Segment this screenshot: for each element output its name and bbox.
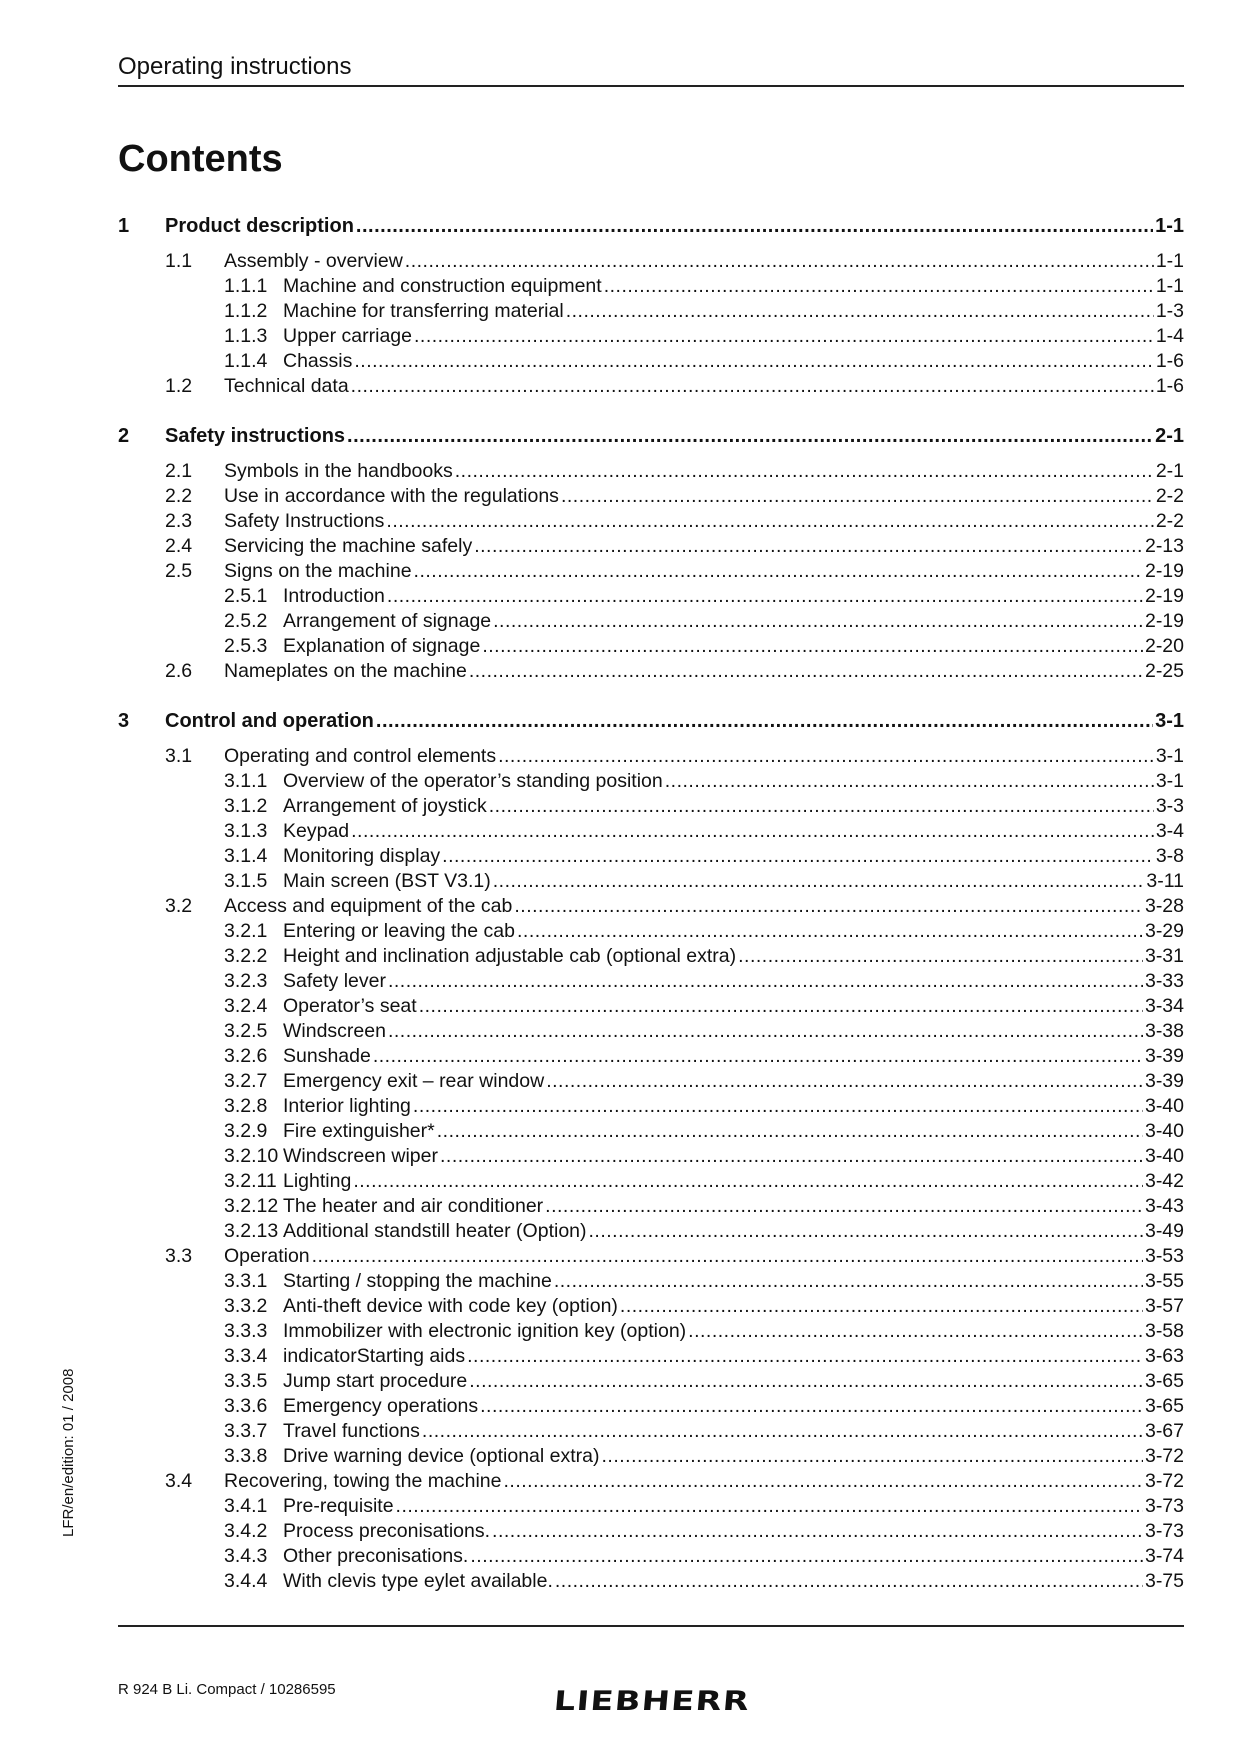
toc-subsection-row[interactable] — [118, 299, 1184, 324]
page-number: 3-55 — [1144, 1270, 1184, 1292]
dot-leader — [373, 1044, 1143, 1069]
toc-section-row[interactable] — [118, 744, 1184, 769]
page-number: 3-34 — [1144, 995, 1184, 1017]
page-number: 3-58 — [1144, 1320, 1184, 1342]
page-number: 3-3 — [1155, 795, 1184, 817]
page-number: 1-6 — [1155, 350, 1184, 372]
page-number: 3-29 — [1144, 920, 1184, 942]
dot-leader — [601, 1444, 1142, 1469]
dot-leader — [353, 1169, 1143, 1194]
toc-subsection-row[interactable] — [118, 274, 1184, 299]
page-title: Contents — [118, 138, 283, 180]
toc-subsection-row[interactable] — [118, 1419, 1184, 1444]
toc-subsection-row[interactable] — [118, 1294, 1184, 1319]
page-number: 3-40 — [1144, 1145, 1184, 1167]
toc-subsection-row[interactable] — [118, 634, 1184, 659]
section-title: Process preconisations. — [283, 1520, 491, 1542]
dot-leader — [388, 969, 1143, 994]
dot-leader — [555, 1569, 1143, 1594]
page-number: 3-65 — [1144, 1395, 1184, 1417]
toc-subsection-row[interactable] — [118, 324, 1184, 349]
page-number: 3-8 — [1155, 845, 1184, 867]
toc-subsection-row[interactable] — [118, 1569, 1184, 1594]
dot-leader — [467, 1344, 1143, 1369]
chapter-number: 2 — [118, 425, 130, 447]
dot-leader — [620, 1294, 1143, 1319]
section-number: 3.2.5 — [224, 1020, 268, 1042]
toc-subsection-row[interactable] — [118, 1069, 1184, 1094]
page-number: 3-39 — [1144, 1070, 1184, 1092]
section-title: Machine and construction equipment — [283, 275, 602, 297]
section-title: Sunshade — [283, 1045, 371, 1067]
section-title: Other preconisations. — [283, 1545, 469, 1567]
section-number: 3.2.1 — [224, 920, 268, 942]
section-title: Operator’s seat — [283, 995, 417, 1017]
section-title: Lighting — [283, 1170, 352, 1192]
dot-leader — [405, 249, 1154, 274]
section-number: 3.2 — [165, 895, 193, 917]
toc-subsection-row[interactable] — [118, 1044, 1184, 1069]
toc-subsection-row[interactable] — [118, 994, 1184, 1019]
section-title: Symbols in the handbooks — [224, 460, 453, 482]
page-number: 1-4 — [1155, 325, 1184, 347]
chapter-title: Control and operation — [165, 710, 374, 732]
section-number: 1.1 — [165, 250, 193, 272]
toc-chapter-row[interactable] — [118, 709, 1184, 734]
page-number: 3-4 — [1155, 820, 1184, 842]
section-title: Overview of the operator’s standing position — [283, 770, 663, 792]
section-number: 3.1.1 — [224, 770, 268, 792]
section-title: Immobilizer with electronic ignition key (option) — [283, 1320, 687, 1342]
chapter-number: 3 — [118, 710, 130, 732]
page-number: 3-72 — [1144, 1470, 1184, 1492]
toc-subsection-row[interactable] — [118, 1194, 1184, 1219]
section-title: Main screen (BST V3.1) — [283, 870, 491, 892]
page-number: 3-1 — [1155, 710, 1184, 732]
dot-leader — [492, 1519, 1143, 1544]
page-number: 3-74 — [1144, 1545, 1184, 1567]
section-title: indicatorStarting aids — [283, 1345, 466, 1367]
page-number: 1-1 — [1155, 250, 1184, 272]
section-number: 3.1.2 — [224, 795, 268, 817]
section-title: Safety lever — [283, 970, 386, 992]
section-number: 1.1.1 — [224, 275, 268, 297]
toc-section-row[interactable] — [118, 894, 1184, 919]
section-number: 3.3.2 — [224, 1295, 268, 1317]
section-number: 2.2 — [165, 485, 193, 507]
dot-leader — [351, 819, 1154, 844]
toc-subsection-row[interactable] — [118, 1394, 1184, 1419]
page-number: 2-19 — [1144, 560, 1184, 582]
section-title: With clevis type eylet available. — [283, 1570, 553, 1592]
page-number: 3-63 — [1144, 1345, 1184, 1367]
section-title: Drive warning device (optional extra) — [283, 1445, 600, 1467]
page-number: 3-53 — [1144, 1245, 1184, 1267]
toc-subsection-row[interactable] — [118, 1444, 1184, 1469]
dot-leader — [356, 214, 1153, 239]
page-number: 3-73 — [1144, 1495, 1184, 1517]
dot-leader — [354, 349, 1153, 374]
dot-leader — [566, 299, 1154, 324]
toc-subsection-row[interactable] — [118, 1519, 1184, 1544]
dot-leader — [514, 894, 1143, 919]
section-number: 2.4 — [165, 535, 193, 557]
section-number: 1.2 — [165, 375, 193, 397]
toc-subsection-row[interactable] — [118, 1169, 1184, 1194]
section-number: 3.4.4 — [224, 1570, 268, 1592]
section-title: Nameplates on the machine — [224, 660, 467, 682]
page-number: 3-75 — [1144, 1570, 1184, 1592]
dot-leader — [386, 509, 1153, 534]
dot-leader — [480, 1394, 1143, 1419]
page-number: 3-42 — [1144, 1170, 1184, 1192]
dot-leader — [422, 1419, 1143, 1444]
section-number: 3.1 — [165, 745, 193, 767]
toc-subsection-row[interactable] — [118, 584, 1184, 609]
table-of-contents — [118, 214, 1184, 1594]
page-number: 3-33 — [1144, 970, 1184, 992]
section-number: 2.5 — [165, 560, 193, 582]
page-number: 3-39 — [1144, 1045, 1184, 1067]
toc-subsection-row[interactable] — [118, 919, 1184, 944]
toc-section-row[interactable] — [118, 1469, 1184, 1494]
section-title: Signs on the machine — [224, 560, 412, 582]
section-title: Windscreen — [283, 1020, 386, 1042]
chapter-title: Safety instructions — [165, 425, 346, 447]
section-number: 3.3 — [165, 1245, 193, 1267]
dot-leader — [347, 424, 1153, 449]
page-number: 3-38 — [1144, 1020, 1184, 1042]
section-number: 1.1.4 — [224, 350, 268, 372]
dot-leader — [545, 1194, 1143, 1219]
dot-leader — [517, 919, 1143, 944]
section-title: Pre-requisite — [283, 1495, 394, 1517]
section-number: 3.2.11 — [224, 1170, 277, 1192]
footer-divider — [118, 1625, 1184, 1627]
section-title: Technical data — [224, 375, 349, 397]
dot-leader — [604, 274, 1154, 299]
page-number: 2-1 — [1155, 460, 1184, 482]
toc-subsection-row[interactable] — [118, 1144, 1184, 1169]
page-number: 2-2 — [1155, 485, 1184, 507]
dot-leader — [546, 1069, 1143, 1094]
toc-chapter-row[interactable] — [118, 424, 1184, 449]
dot-leader — [688, 1319, 1143, 1344]
section-title: Arrangement of signage — [283, 610, 492, 632]
dot-leader — [554, 1269, 1143, 1294]
toc-section-row[interactable] — [118, 659, 1184, 684]
dot-leader — [376, 709, 1153, 734]
section-number: 3.2.12 — [224, 1195, 279, 1217]
dot-leader — [469, 1369, 1143, 1394]
dot-leader — [738, 944, 1143, 969]
page-number: 3-67 — [1144, 1420, 1184, 1442]
section-number: 3.2.7 — [224, 1070, 268, 1092]
toc-section-row[interactable] — [118, 534, 1184, 559]
dot-leader — [469, 659, 1143, 684]
section-title: Safety Instructions — [224, 510, 385, 532]
section-number: 1.1.2 — [224, 300, 268, 322]
dot-leader — [489, 794, 1154, 819]
section-title: Emergency exit – rear window — [283, 1070, 545, 1092]
page-number: 3-1 — [1155, 745, 1184, 767]
dot-leader — [493, 609, 1143, 634]
toc-subsection-row[interactable] — [118, 609, 1184, 634]
dot-leader — [437, 1119, 1143, 1144]
dot-leader — [498, 744, 1154, 769]
page-number: 1-1 — [1155, 215, 1184, 237]
running-header: Operating instructions — [118, 52, 1184, 87]
toc-section-row[interactable] — [118, 374, 1184, 399]
section-title: Interior lighting — [283, 1095, 411, 1117]
page-number: 2-2 — [1155, 510, 1184, 532]
section-title: Fire extinguisher* — [283, 1120, 435, 1142]
page-number: 2-19 — [1144, 585, 1184, 607]
page-number: 2-25 — [1144, 660, 1184, 682]
page-number: 3-31 — [1144, 945, 1184, 967]
page-number: 1-3 — [1155, 300, 1184, 322]
section-title: Entering or leaving the cab — [283, 920, 515, 942]
section-number: 3.1.4 — [224, 845, 268, 867]
page-number: 3-43 — [1144, 1195, 1184, 1217]
section-number: 3.2.13 — [224, 1220, 279, 1242]
dot-leader — [665, 769, 1154, 794]
section-title: Additional standstill heater (Option) — [283, 1220, 587, 1242]
page-number: 2-1 — [1155, 425, 1184, 447]
dot-leader — [312, 1244, 1143, 1269]
page-number: 1-6 — [1155, 375, 1184, 397]
toc-subsection-row[interactable] — [118, 349, 1184, 374]
section-title: Explanation of signage — [283, 635, 481, 657]
dot-leader — [493, 869, 1145, 894]
toc-section-row[interactable] — [118, 1244, 1184, 1269]
dot-leader — [440, 1144, 1143, 1169]
page-number: 2-19 — [1144, 610, 1184, 632]
section-title: Emergency operations — [283, 1395, 479, 1417]
page-number: 3-73 — [1144, 1520, 1184, 1542]
section-number: 3.3.8 — [224, 1445, 268, 1467]
dot-leader — [482, 634, 1143, 659]
dot-leader — [474, 534, 1143, 559]
section-number: 3.2.2 — [224, 945, 268, 967]
section-title: Introduction — [283, 585, 385, 607]
section-title: Upper carriage — [283, 325, 412, 347]
section-title: Recovering, towing the machine — [224, 1470, 502, 1492]
section-title: Use in accordance with the regulations — [224, 485, 559, 507]
section-number: 2.1 — [165, 460, 193, 482]
section-number: 3.2.8 — [224, 1095, 268, 1117]
toc-subsection-row[interactable] — [118, 769, 1184, 794]
toc-section-row[interactable] — [118, 249, 1184, 274]
section-title: Assembly - overview — [224, 250, 403, 272]
page-number: 3-72 — [1144, 1445, 1184, 1467]
toc-subsection-row[interactable] — [118, 1219, 1184, 1244]
section-number: 3.4.3 — [224, 1545, 268, 1567]
section-number: 3.1.3 — [224, 820, 268, 842]
dot-leader — [419, 994, 1143, 1019]
toc-subsection-row[interactable] — [118, 819, 1184, 844]
dot-leader — [396, 1494, 1143, 1519]
toc-subsection-row[interactable] — [118, 1269, 1184, 1294]
dot-leader — [351, 374, 1154, 399]
section-number: 3.2.3 — [224, 970, 268, 992]
dot-leader — [387, 584, 1143, 609]
dot-leader — [414, 559, 1143, 584]
section-number: 3.4.2 — [224, 1520, 268, 1542]
dot-leader — [470, 1544, 1143, 1569]
toc-section-row[interactable] — [118, 484, 1184, 509]
section-title: Chassis — [283, 350, 353, 372]
section-number: 3.2.10 — [224, 1145, 279, 1167]
section-number: 3.1.5 — [224, 870, 268, 892]
toc-chapter-row[interactable] — [118, 214, 1184, 239]
toc-section-row[interactable] — [118, 509, 1184, 534]
dot-leader — [589, 1219, 1143, 1244]
toc-subsection-row[interactable] — [118, 794, 1184, 819]
section-number: 3.3.7 — [224, 1420, 268, 1442]
page-number: 3-1 — [1155, 770, 1184, 792]
page-number: 3-57 — [1144, 1295, 1184, 1317]
toc-subsection-row[interactable] — [118, 969, 1184, 994]
section-number: 3.3.5 — [224, 1370, 268, 1392]
section-number: 2.5.3 — [224, 635, 268, 657]
section-number: 3.4.1 — [224, 1495, 268, 1517]
section-title: Windscreen wiper — [283, 1145, 438, 1167]
dot-leader — [442, 844, 1154, 869]
section-number: 3.2.6 — [224, 1045, 268, 1067]
section-number: 2.6 — [165, 660, 193, 682]
toc-section-row[interactable] — [118, 559, 1184, 584]
toc-subsection-row[interactable] — [118, 869, 1184, 894]
toc-subsection-row[interactable] — [118, 1119, 1184, 1144]
dot-leader — [414, 324, 1154, 349]
toc-section-row[interactable] — [118, 459, 1184, 484]
toc-subsection-row[interactable] — [118, 1544, 1184, 1569]
page-number: 2-13 — [1144, 535, 1184, 557]
page-number: 2-20 — [1144, 635, 1184, 657]
page-number: 3-11 — [1146, 870, 1184, 892]
section-number: 3.3.1 — [224, 1270, 268, 1292]
section-title: Keypad — [283, 820, 350, 842]
footer-model: R 924 B Li. Compact / 10286595 — [118, 1681, 336, 1698]
section-title: Operation — [224, 1245, 310, 1267]
page-number: 3-28 — [1144, 895, 1184, 917]
toc-subsection-row[interactable] — [118, 1344, 1184, 1369]
page-number: 3-65 — [1144, 1370, 1184, 1392]
toc-subsection-row[interactable] — [118, 1369, 1184, 1394]
section-title: Jump start procedure — [283, 1370, 468, 1392]
section-title: Operating and control elements — [224, 745, 497, 767]
section-number: 3.3.4 — [224, 1345, 268, 1367]
dot-leader — [455, 459, 1154, 484]
section-title: Access and equipment of the cab — [224, 895, 513, 917]
chapter-title: Product description — [165, 215, 354, 237]
section-number: 3.4 — [165, 1470, 193, 1492]
section-title: Starting / stopping the machine — [283, 1270, 552, 1292]
edition-note: LFR/en/edition: 01 / 2008 — [60, 1368, 77, 1537]
section-title: The heater and air conditioner — [283, 1195, 544, 1217]
section-title: Height and inclination adjustable cab (optional extra) — [283, 945, 737, 967]
toc-subsection-row[interactable] — [118, 1494, 1184, 1519]
liebherr-logo: LIEBHERR — [552, 1686, 752, 1717]
toc-subsection-row[interactable] — [118, 1319, 1184, 1344]
section-title: Travel functions — [283, 1420, 420, 1442]
toc-subsection-row[interactable] — [118, 1019, 1184, 1044]
dot-leader — [388, 1019, 1143, 1044]
page-number: 3-40 — [1144, 1120, 1184, 1142]
section-title: Monitoring display — [283, 845, 441, 867]
section-number: 1.1.3 — [224, 325, 268, 347]
page-number: 1-1 — [1155, 275, 1184, 297]
section-number: 3.2.4 — [224, 995, 268, 1017]
chapter-number: 1 — [118, 215, 130, 237]
toc-subsection-row[interactable] — [118, 1094, 1184, 1119]
section-number: 2.3 — [165, 510, 193, 532]
section-title: Servicing the machine safely — [224, 535, 473, 557]
section-title: Arrangement of joystick — [283, 795, 487, 817]
dot-leader — [504, 1469, 1143, 1494]
toc-subsection-row[interactable] — [118, 844, 1184, 869]
page-number: 3-40 — [1144, 1095, 1184, 1117]
section-number: 2.5.1 — [224, 585, 268, 607]
section-number: 3.3.6 — [224, 1395, 268, 1417]
section-number: 3.3.3 — [224, 1320, 268, 1342]
section-number: 3.2.9 — [224, 1120, 268, 1142]
section-title: Machine for transferring material — [283, 300, 564, 322]
dot-leader — [561, 484, 1154, 509]
toc-subsection-row[interactable] — [118, 944, 1184, 969]
section-number: 2.5.2 — [224, 610, 268, 632]
page-number: 3-49 — [1144, 1220, 1184, 1242]
dot-leader — [413, 1094, 1143, 1119]
section-title: Anti-theft device with code key (option) — [283, 1295, 618, 1317]
